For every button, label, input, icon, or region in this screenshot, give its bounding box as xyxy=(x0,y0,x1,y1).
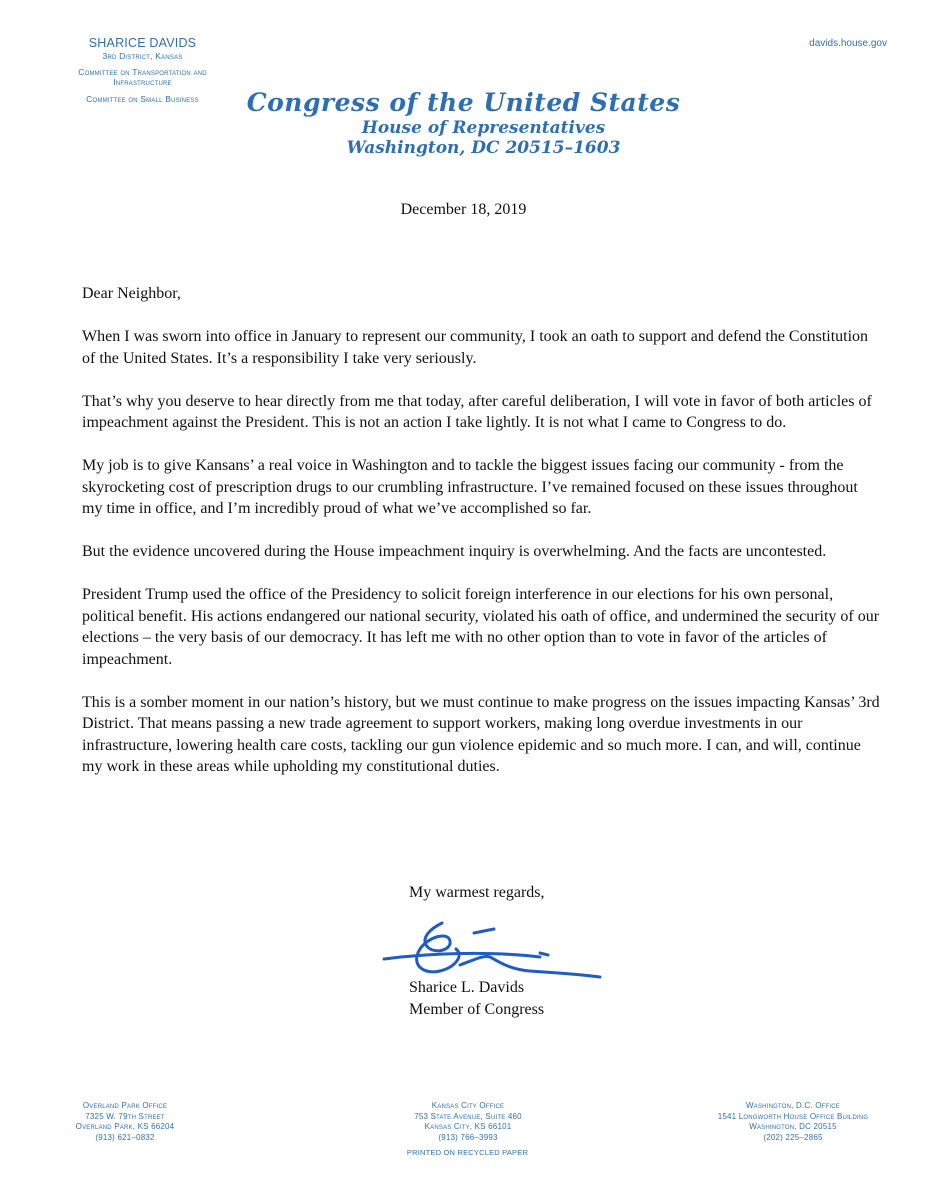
committee-1-line-2: Infrastructure xyxy=(113,77,172,88)
committee-1-line-1: Committee on Transportation and xyxy=(78,67,207,78)
office-city: Overland Park, KS 66204 xyxy=(75,1122,175,1131)
paragraph: But the evidence uncovered during the House impeachment inquiry is overwhelming. And the facts are uncontested. xyxy=(82,543,827,560)
masthead xyxy=(0,88,927,159)
paragraph: President Trump used the office of the Presidency to solicit foreign interference in our elections for his own personal, political benefit. His actions endangered our national security, violated his oath of office, and undermined the security of our elections – the very basis of our democracy. It has left me with no other option than to vote in favor of the articles of impeachment. xyxy=(82,586,880,668)
office-title: Kansas City Office xyxy=(431,1101,505,1110)
office-kansas-city xyxy=(368,1101,568,1143)
closing: My warmest regards, xyxy=(409,884,545,901)
paragraph: That’s why you deserve to hear directly from me that today, after careful deliberation, I will vote in favor of both articles of impeachment against the President. This is not an action I take lightly. It is not what I came to Congress to do. xyxy=(82,392,872,431)
office-address: 753 State Avenue, Suite 460 xyxy=(414,1111,522,1121)
member-district: 3rd District, Kansas xyxy=(102,51,183,61)
paragraph: My job is to give Kansans’ a real voice in Washington and to tackle the biggest issues facing our community - from the skyrocketing cost of prescription drugs to our crumbling infrastructure. I’ve remained focused on these issues throughout my time in office, and I’m incredibly proud of what we’ve accomplished so far. xyxy=(82,457,858,517)
recycled-paper-note: PRINTED ON RECYCLED PAPER xyxy=(406,1148,529,1157)
website: davids.house.gov xyxy=(809,38,887,49)
office-title: Overland Park Office xyxy=(82,1101,168,1110)
office-address: 7325 W. 79th Street xyxy=(85,1111,165,1121)
paragraph: When I was sworn into office in January to represent our community, I took an oath to support and defend the Constitution of the United States. It’s a responsibility I take very seriously. xyxy=(82,328,869,367)
office-phone: (913) 621–0832 xyxy=(95,1132,155,1142)
signer-title: Member of Congress xyxy=(409,1001,545,1018)
office-phone: (913) 766–3993 xyxy=(438,1132,498,1142)
office-title: Washington, D.C. Office xyxy=(746,1101,840,1110)
office-washington xyxy=(688,1101,898,1143)
signer-name: Sharice L. Davids xyxy=(409,979,525,996)
signer-block xyxy=(409,977,544,1021)
committee-2: Committee on Small Business xyxy=(86,93,199,104)
office-overland-park xyxy=(40,1101,210,1143)
office-city: Washington, DC 20515 xyxy=(749,1122,837,1131)
paragraph: This is a somber moment in our nation’s history, but we must continue to make progress on the issues impacting Kansas’ 3rd District. That means passing a new trade agreement to support workers, making long overdue investments in our infrastructure, lowering health care costs, tackling our gun violence epidemic and so much more. I can, and will, continue my work in these areas while upholding my constitutional duties. xyxy=(82,693,880,775)
masthead-congress: Congress of the United States xyxy=(246,88,681,117)
office-city: Kansas City, KS 66101 xyxy=(424,1122,512,1131)
letter-date: December 18, 2019 xyxy=(400,201,527,218)
masthead-house: House of Representatives xyxy=(361,118,606,138)
masthead-address: Washington, DC 20515–1603 xyxy=(346,138,621,159)
member-name: SHARICE DAVIDS xyxy=(88,36,197,50)
office-phone: (202) 225–2865 xyxy=(763,1132,823,1142)
salutation: Dear Neighbor, xyxy=(82,285,181,302)
letter-body xyxy=(82,283,882,799)
office-address: 1541 Longworth House Office Building xyxy=(717,1111,869,1121)
